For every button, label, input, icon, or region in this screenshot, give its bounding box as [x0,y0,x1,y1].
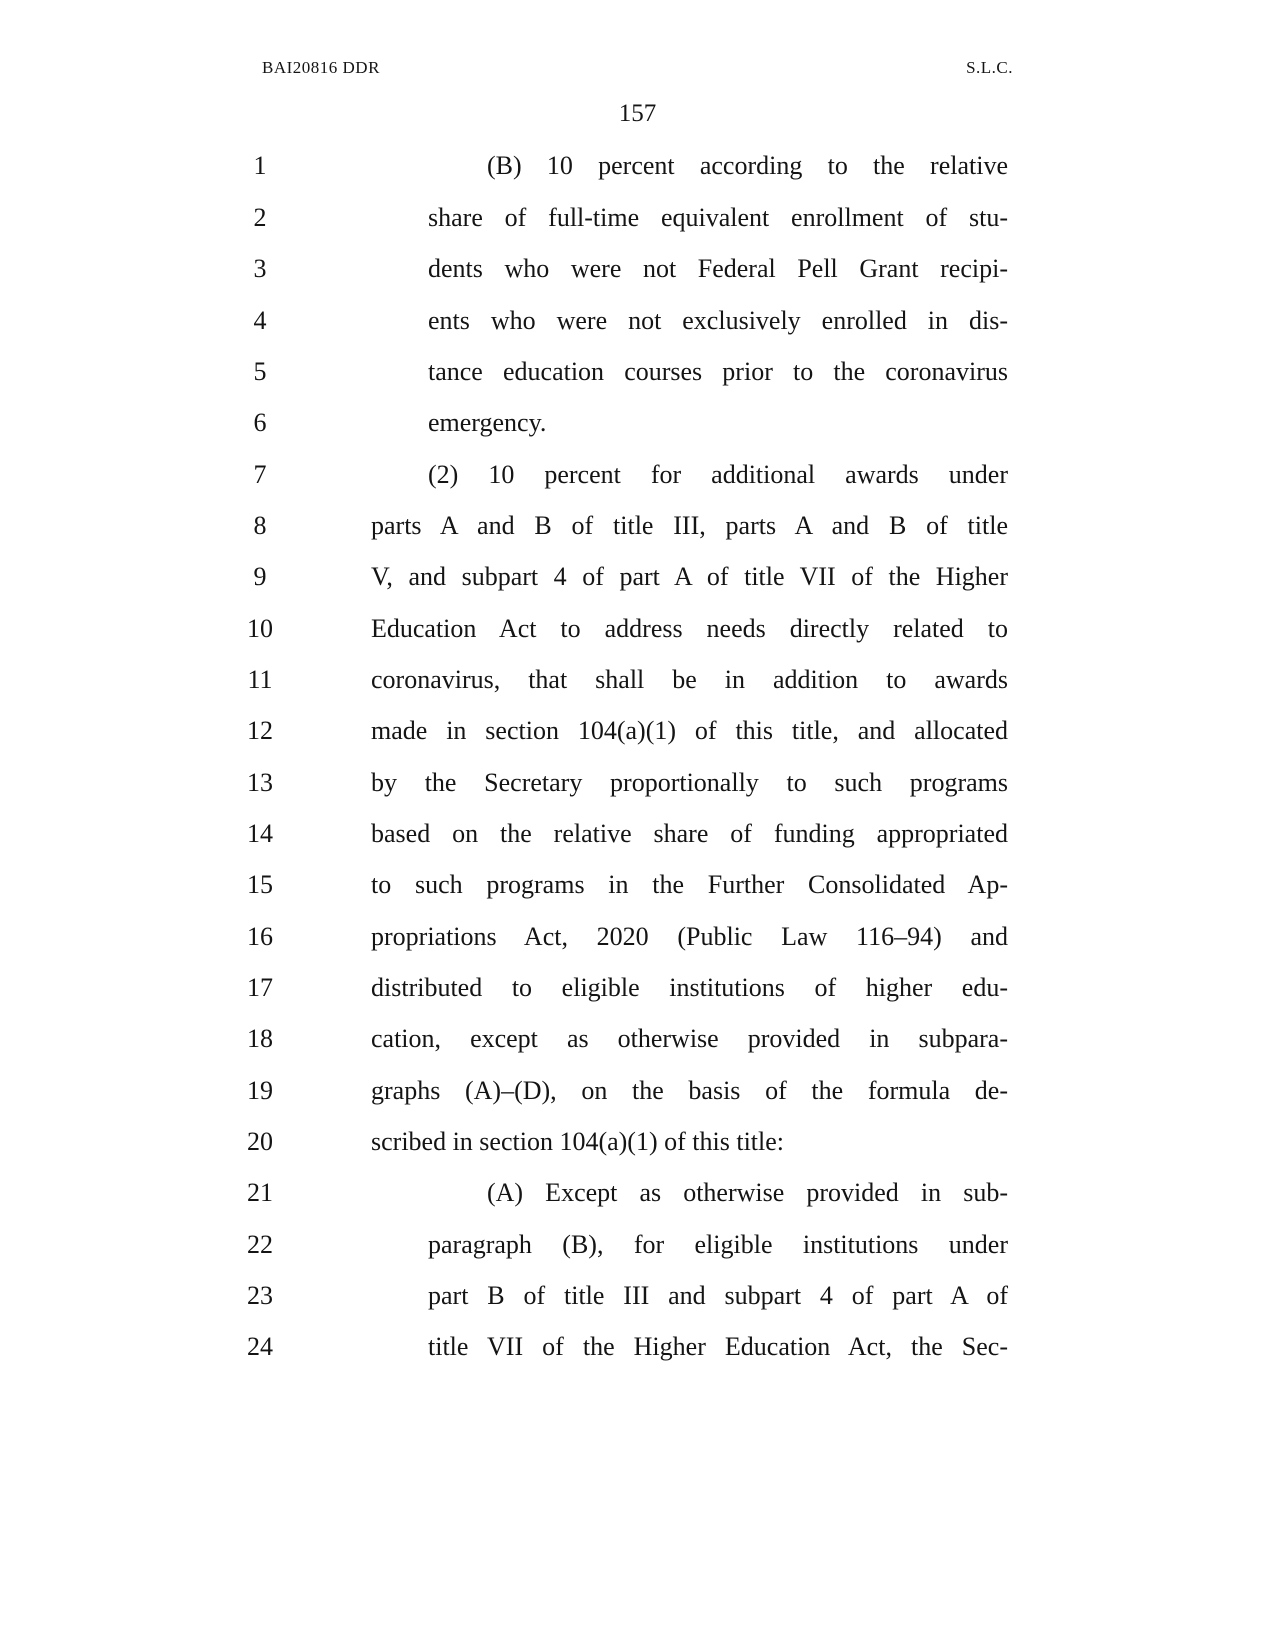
text-line [0,139,1275,192]
line-number: 9 [253,562,267,591]
line-number: 21 [247,1178,273,1207]
line-number: 23 [247,1281,273,1310]
text-line [0,653,1275,706]
text-line [0,704,1275,757]
text-line [0,910,1275,963]
line-text: paragraph (B), for eligible institutions under [428,1230,1008,1259]
line-number: 8 [253,511,267,540]
document-id: BAI20816 DDR [262,58,380,77]
line-text: title VII of the Higher Education Act, the Sec- [428,1332,1008,1361]
line-text: (2) 10 percent for additional awards under [428,460,1008,489]
line-number: 2 [253,203,267,232]
line-text: emergency. [428,408,547,437]
line-text: propriations Act, 2020 (Public Law 116–94) and [371,922,1008,951]
text-line [0,294,1275,347]
text-line [0,191,1275,244]
text-line [0,550,1275,603]
line-number: 6 [253,408,267,437]
line-number: 11 [247,665,273,694]
text-line [0,1012,1275,1065]
text-line [0,1064,1275,1117]
text-line [0,242,1275,295]
line-text: scribed in section 104(a)(1) of this title: [371,1127,785,1156]
line-number: 10 [247,614,273,643]
line-number: 16 [247,922,273,951]
line-text: part B of title III and subpart 4 of part A of [428,1281,1008,1310]
line-number: 12 [247,716,273,745]
line-number: 1 [253,151,267,180]
text-line [0,396,1275,449]
line-text: (B) 10 percent according to the relative [487,151,1008,180]
line-number: 14 [247,819,273,848]
line-text: cation, except as otherwise provided in subpara- [371,1024,1008,1053]
line-text: Education Act to address needs directly related to [371,614,1008,643]
line-number: 20 [247,1127,273,1156]
text-line [0,1218,1275,1271]
line-text: to such programs in the Further Consolidated Ap- [371,870,1008,899]
line-text: graphs (A)–(D), on the basis of the formula de- [371,1076,1008,1105]
text-line [0,1320,1275,1373]
line-number: 4 [253,306,267,335]
line-text: dents who were not Federal Pell Grant recipi- [428,254,1008,283]
line-text: coronavirus, that shall be in addition to awards [371,665,1008,694]
text-line [0,1166,1275,1219]
line-number: 13 [247,768,273,797]
line-text: share of full-time equivalent enrollment of stu- [428,203,1008,232]
text-line [0,807,1275,860]
line-text: made in section 104(a)(1) of this title, and allocated [371,716,1008,745]
line-text: (A) Except as otherwise provided in sub- [487,1178,1008,1207]
line-number: 22 [247,1230,273,1259]
text-line [0,499,1275,552]
text-line [0,1269,1275,1322]
line-text: by the Secretary proportionally to such programs [371,768,1008,797]
line-text: based on the relative share of funding appropriated [371,819,1008,848]
text-line [0,961,1275,1014]
page-number: 157 [618,100,657,127]
line-number: 7 [253,460,267,489]
line-number: 18 [247,1024,273,1053]
line-number: 17 [247,973,273,1002]
line-text: V, and subpart 4 of part A of title VII of the Higher [371,562,1008,591]
line-text: distributed to eligible institutions of higher edu- [371,973,1008,1002]
line-text: parts A and B of title III, parts A and B of title [371,511,1008,540]
line-number: 5 [253,357,267,386]
line-number: 15 [247,870,273,899]
text-line [0,448,1275,501]
text-line [0,345,1275,398]
text-line [0,858,1275,911]
text-line [0,1115,1275,1168]
line-number: 3 [253,254,267,283]
text-line [0,756,1275,809]
line-number: 19 [247,1076,273,1105]
line-text: ents who were not exclusively enrolled in dis- [428,306,1008,335]
text-line [0,602,1275,655]
slc-marker: S.L.C. [966,58,1013,77]
line-text: tance education courses prior to the coronavirus [428,357,1008,386]
line-number: 24 [247,1332,273,1361]
